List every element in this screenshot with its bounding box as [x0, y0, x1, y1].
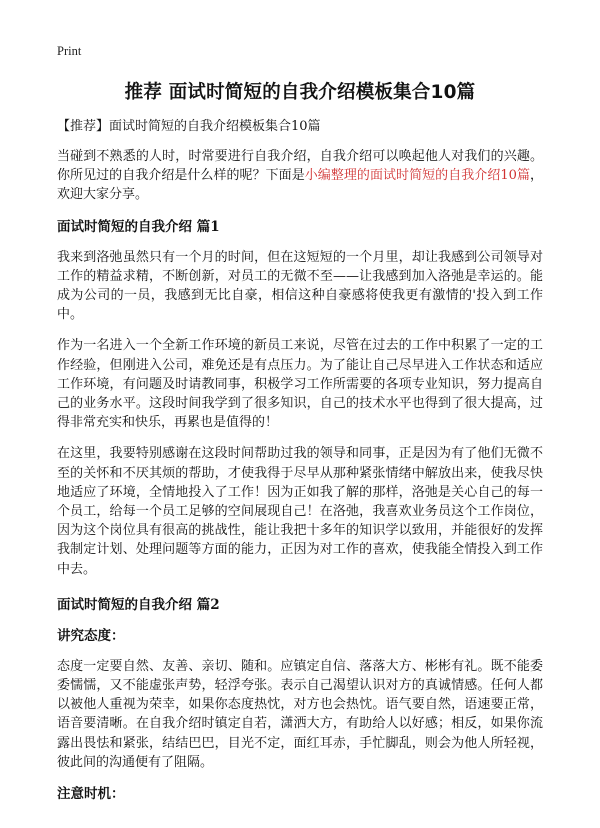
subheading-attitude: 讲究态度：	[57, 627, 125, 644]
page-title: 推荐 面试时简短的自我介绍模板集合10篇	[124, 82, 476, 103]
attitude-paragraph: 态度一定要自然、友善、亲切、随和。应镇定自信、落落大方、彬彬有礼。既不能委委懦懦，又不能虚张声势，轻浮夸张。表示自己渴望认识对方的真诚情感。任何人都以被他人重视为荣幸，如果你态度热忱，对方也会热忱。语气要自然，语速要正常，语音要清晰。在自我介绍时镇定自若，潇洒大方，有助给人以好感；相反，如果你流露出畏怯和紧张，结结巴巴，目光不定，面红耳赤，手忙脚乱，则会为他人所轻视，彼此间的沟通便有了阻隔。	[57, 658, 543, 770]
section-heading-2: 面试时简短的自我介绍 篇2	[57, 596, 220, 613]
subheading-timing: 注意时机：	[57, 786, 125, 803]
article-body	[57, 117, 543, 815]
intro-text-start: 当碰到不熟悉的人时，时常要进行自我介绍，自我介绍可以唤起他人对我们的兴趣。你所见过的自我介绍是什么样的呢？下面是	[57, 149, 543, 184]
section-1-paragraph-1: 我来到洛弛虽然只有一个月的时间，但在这短短的一个月里，却让我感到公司领导对工作的精益求精，不断创新，对员工的无微不至——让我感到加入洛弛是幸运的。能成为公司的一员，我感到无比自豪，相信这种自豪感将使我更有激情的'投入到工作中。	[57, 249, 543, 323]
intro-text-end: ，欢迎大家分享。	[57, 168, 543, 203]
section-heading-1: 面试时简短的自我介绍 篇1	[57, 218, 220, 235]
article-subtitle: 【推荐】面试时简短的自我介绍模板集合10篇	[57, 119, 321, 134]
section-1-paragraph-2: 作为一名进入一个全新工作环境的新员工来说，尽管在过去的工作中积累了一定的工作经验，但刚进入公司，难免还是有点压力。为了能让自己尽早进入工作状态和适应工作环境，有问题及时请教同事，积极学习工作所需要的各项专业知识，努力提高自己的业务水平。这段时间我学到了很多知识，自己的技术水平也得到了很大提高，过得非常充实和快乐，再累也是值得的！	[57, 338, 543, 431]
print-link[interactable]: Print	[57, 44, 82, 58]
intro-highlight-link[interactable]: 小编整理的面试时简短的自我介绍10篇	[304, 168, 530, 184]
section-1-paragraph-3: 在这里，我要特别感谢在这段时间帮助过我的领导和同事，正是因为有了他们无微不至的关怀和不厌其烦的帮助，才使我得于尽早从那种紧张情绪中解放出来，使我尽快地适应了环境，全情地投入了工作！因为正如我了解的那样，洛弛是关心自己的每一个员工，给每一个员工足够的空间展现自己！在洛弛，我喜欢业务员这个工作岗位，因为这个岗位具有很高的挑战性，能让我把十多年的知识学以致用，并能很好的发挥我制定计划、处理问题等方面的能力，正因为对工作的喜欢，使我能全情投入到工作中去。	[57, 446, 543, 577]
intro-paragraph	[57, 147, 543, 205]
